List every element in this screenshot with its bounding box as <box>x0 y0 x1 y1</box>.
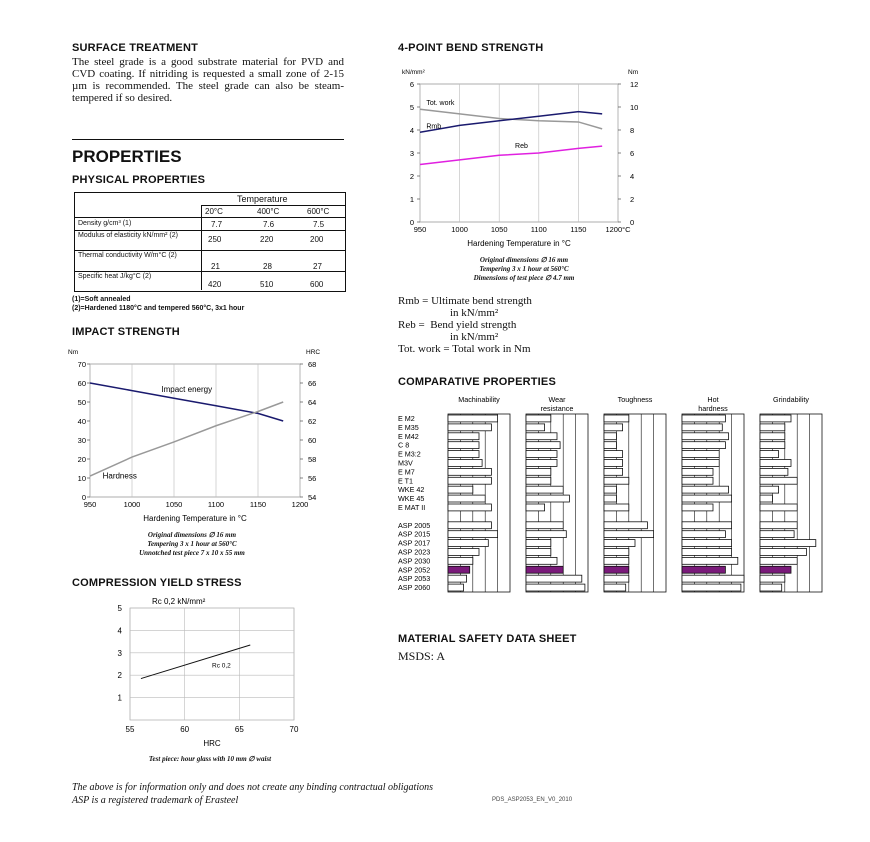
legend-value: Bend yield strength <box>430 319 517 331</box>
series-label-reb: Reb <box>515 142 528 150</box>
bar <box>604 477 629 484</box>
row-specific-heat-label: Specific heat J/kg°C (2) <box>78 273 152 280</box>
row-specific-heat-v1: 420 <box>208 280 222 289</box>
physical-properties-table <box>74 192 346 292</box>
y-tick-label: 3 <box>409 149 414 158</box>
column-header: Toughness <box>617 395 653 404</box>
legend-rmb-unit: in kN/mm² <box>450 307 499 319</box>
grade-label: ASP 2060 <box>398 583 431 593</box>
bar <box>526 549 551 556</box>
bar <box>526 486 563 493</box>
legend-reb-unit: in kN/mm² <box>450 331 499 343</box>
bar <box>682 433 729 440</box>
bar <box>526 415 551 422</box>
bar <box>682 522 732 529</box>
bar <box>604 460 623 467</box>
x-tick-label: 1100 <box>207 500 225 509</box>
temperature-header: Temperature <box>237 194 288 204</box>
row-thermal-label: Thermal conductivity W/m°C (2) <box>78 252 177 259</box>
temp-600: 600°C <box>307 207 330 216</box>
row-thermal-v1: 21 <box>211 262 220 271</box>
row-modulus-v2: 220 <box>260 235 274 244</box>
bar <box>682 460 719 467</box>
grade-label: E M3:2 <box>398 449 421 459</box>
bar <box>448 495 485 502</box>
x-tick-label: 1200 <box>291 500 309 509</box>
bend-legend <box>398 295 638 355</box>
column-header: Grindability <box>773 395 809 404</box>
bar <box>760 424 785 431</box>
properties-heading: PROPERTIES <box>72 147 182 166</box>
x-tick-label: 1150 <box>249 500 267 509</box>
chart-title: Rc 0,2 kN/mm² <box>152 597 206 606</box>
bar <box>448 433 479 440</box>
impact-note-3: Unnotched test piece 7 x 10 x 55 mm <box>139 549 245 557</box>
x-tick-label: 950 <box>413 225 427 234</box>
legend-reb <box>398 319 638 331</box>
impact-strength-heading: IMPACT STRENGTH <box>72 326 180 338</box>
bar <box>682 584 741 591</box>
physical-properties-heading: PHYSICAL PROPERTIES <box>72 174 206 186</box>
column-header: resistance <box>540 404 574 413</box>
bar <box>760 557 797 564</box>
row-specific-heat-v2: 510 <box>260 280 274 289</box>
x-tick-label: 1000 <box>123 500 141 509</box>
y-tick-label: 50 <box>77 398 86 407</box>
divider <box>72 139 344 140</box>
bar <box>448 442 479 449</box>
grade-label: E M7 <box>398 467 415 477</box>
y-tick-label: 20 <box>77 455 86 464</box>
bar <box>682 486 729 493</box>
y-tick-label: 10 <box>77 474 86 483</box>
bar <box>682 495 732 502</box>
bar <box>604 540 635 547</box>
footer-doc-code: PDS_ASP2053_EN_V0_2010 <box>492 797 573 803</box>
grade-label: M3V <box>398 458 413 468</box>
y2-axis-label: HRC <box>306 349 321 356</box>
bar <box>448 477 491 484</box>
bar <box>604 495 616 502</box>
x-tick-label: 1000 <box>451 225 468 234</box>
row-rule <box>75 217 345 218</box>
x-axis-label: Hardening Temperature in °C <box>143 514 247 523</box>
bar <box>526 584 585 591</box>
bar <box>604 575 629 582</box>
grade-label: ASP 2030 <box>398 556 431 566</box>
bar <box>760 477 797 484</box>
y2-tick-label: 4 <box>630 172 635 181</box>
bar <box>682 415 725 422</box>
x-tick-label: 60 <box>180 725 190 734</box>
grade-label: E T1 <box>398 476 414 486</box>
bar <box>604 486 616 493</box>
y-tick-label: 30 <box>77 436 86 445</box>
bar <box>760 415 791 422</box>
y-tick-label: 2 <box>409 172 414 181</box>
y2-tick-label: 68 <box>308 360 317 369</box>
bar <box>526 433 557 440</box>
y-tick-label: 6 <box>409 80 414 89</box>
row-rule <box>75 271 345 272</box>
y-tick-label: 2 <box>117 671 122 681</box>
bar <box>760 486 779 493</box>
row-modulus-v3: 200 <box>310 235 324 244</box>
bar <box>448 504 491 511</box>
series-label-impact-energy: Impact energy <box>161 385 213 395</box>
series-label-rc02: Rc 0,2 <box>212 662 231 670</box>
bar <box>760 531 794 538</box>
header-rule <box>201 205 345 206</box>
bar <box>682 504 713 511</box>
row-rule <box>75 230 345 231</box>
bar <box>760 540 816 547</box>
bar <box>760 504 797 511</box>
bar <box>526 468 551 475</box>
bar <box>682 442 725 449</box>
grade-label: ASP 2023 <box>398 547 431 557</box>
bar <box>760 468 788 475</box>
bar <box>760 522 797 529</box>
grade-label: E MAT II <box>398 503 426 512</box>
column-frame <box>448 414 510 592</box>
y-tick-label: 3 <box>117 648 122 658</box>
x-tick-label: 1150 <box>570 225 587 234</box>
bar <box>760 495 772 502</box>
bar <box>604 504 629 511</box>
y2-tick-label: 6 <box>630 149 635 158</box>
grade-label: ASP 2015 <box>398 529 431 539</box>
bar <box>448 549 479 556</box>
bar <box>526 504 545 511</box>
legend-rmb <box>398 295 638 307</box>
bar <box>448 540 488 547</box>
legend-key: Reb = <box>398 319 425 331</box>
row-rule <box>75 250 345 251</box>
legend-value: Total work in Nm <box>452 343 531 355</box>
grade-label: ASP 2005 <box>398 520 431 530</box>
bar <box>526 540 551 547</box>
bar <box>682 549 732 556</box>
bar <box>448 584 464 591</box>
series-label-rmb: Rmb <box>426 123 442 131</box>
column-frame <box>682 414 744 592</box>
y2-tick-label: 56 <box>308 474 317 483</box>
impact-note-2: Tempering 3 x 1 hour at 560°C <box>147 540 237 548</box>
y2-tick-label: 62 <box>308 417 317 426</box>
y2-tick-label: 64 <box>308 398 317 407</box>
grade-label: WKE 42 <box>398 485 425 495</box>
x-tick-label: 55 <box>125 725 135 734</box>
legend-key: Tot. work = <box>398 343 450 355</box>
bar <box>526 495 569 502</box>
grade-label: E M2 <box>398 414 415 423</box>
bar <box>526 451 557 458</box>
bar <box>526 522 563 529</box>
y2-tick-label: 8 <box>630 126 635 135</box>
impact-strength-chart <box>62 342 322 532</box>
bar <box>448 460 482 467</box>
x-axis-label: Hardening Temperature in °C <box>467 239 571 248</box>
x-tick-label: 1050 <box>490 225 508 234</box>
bar <box>604 522 647 529</box>
y2-tick-label: 60 <box>308 436 317 445</box>
y-tick-label: 60 <box>77 379 86 388</box>
bar <box>604 566 629 573</box>
bar <box>760 575 785 582</box>
bar <box>760 549 807 556</box>
surface-treatment-text: The steel grade is a good substrate material for PVD and CVD coating. If nitriding is requested a small zone of 2-15 µm is recommended. The steel grade can also be steam-tempered if so desired. <box>72 56 344 104</box>
surface-treatment-heading: SURFACE TREATMENT <box>72 42 199 54</box>
bar <box>682 540 732 547</box>
row-modulus-label: Modulus of elasticity kN/mm² (2) <box>78 232 178 239</box>
x-tick-label: 65 <box>234 725 244 734</box>
bar <box>682 531 725 538</box>
compression-yield-chart <box>100 592 320 752</box>
y-tick-label: 0 <box>409 218 414 227</box>
bar <box>526 460 557 467</box>
bar <box>448 486 473 493</box>
bar <box>526 566 563 573</box>
x-tick-label: 1100 <box>530 225 547 234</box>
column-header: Machinability <box>458 395 500 404</box>
bar <box>604 584 626 591</box>
compression-note: Test piece: hour glass with 10 mm ∅ waist <box>148 755 272 763</box>
bar <box>760 433 785 440</box>
bar <box>448 557 473 564</box>
bar <box>682 557 738 564</box>
bar <box>682 451 719 458</box>
y-axis-label: kN/mm² <box>402 69 425 76</box>
bar <box>604 557 629 564</box>
x-tick-label: 950 <box>83 500 97 509</box>
row-thermal-v2: 28 <box>263 262 272 271</box>
column-header: Hot <box>707 395 719 404</box>
column-frame <box>604 414 666 592</box>
bar <box>448 424 491 431</box>
column-frame <box>760 414 822 592</box>
row-thermal-v3: 27 <box>313 262 322 271</box>
bend-note-2: Tempering 3 x 1 hour at 560°C <box>479 265 569 273</box>
y-tick-label: 1 <box>117 693 122 703</box>
y2-tick-label: 54 <box>308 493 317 502</box>
bar <box>604 468 623 475</box>
x-tick-label: 1050 <box>165 500 183 509</box>
bend-note-3: Dimensions of test piece ∅ 4.7 mm <box>473 274 575 282</box>
temp-400: 400°C <box>257 207 280 216</box>
bar <box>526 531 566 538</box>
y-tick-label: 1 <box>409 195 414 204</box>
bar <box>604 424 623 431</box>
bar <box>760 451 779 458</box>
grade-label: ASP 2053 <box>398 574 431 584</box>
x-tick-label: 1200°C <box>605 225 631 234</box>
legend-key: Rmb = <box>398 295 429 307</box>
bar <box>682 468 713 475</box>
bar <box>448 522 491 529</box>
comparative-properties-heading: COMPARATIVE PROPERTIES <box>398 376 557 388</box>
y2-axis-label: Nm <box>628 69 639 76</box>
y-tick-label: 5 <box>409 103 414 112</box>
series-label-hardness: Hardness <box>102 471 137 481</box>
column-header: hardness <box>698 404 728 413</box>
bar <box>604 442 616 449</box>
row-density-v3: 7.5 <box>313 220 325 229</box>
y2-tick-label: 2 <box>630 195 635 204</box>
compression-yield-heading: COMPRESSION YIELD STRESS <box>72 577 242 589</box>
bar <box>604 451 623 458</box>
bar <box>448 575 467 582</box>
impact-note-1: Original dimensions ∅ 16 mm <box>147 531 237 539</box>
row-modulus-v1: 250 <box>208 235 222 244</box>
bar <box>760 442 785 449</box>
temp-20: 20°C <box>205 207 223 216</box>
row-density-v2: 7.6 <box>263 220 275 229</box>
series-label-tot-work: Tot. work <box>426 100 455 107</box>
y-tick-label: 70 <box>77 360 86 369</box>
footnote-2: (2)=Hardened 1180°C and tempered 560°C, 3x1 hour <box>72 305 245 312</box>
bar <box>448 415 498 422</box>
x-tick-label: 70 <box>289 725 299 734</box>
msds-heading: MATERIAL SAFETY DATA SHEET <box>398 633 577 645</box>
y-tick-label: 40 <box>77 417 86 426</box>
bar <box>448 531 498 538</box>
bar <box>760 584 782 591</box>
legend-totwork <box>398 343 638 355</box>
footer-trademark: ASP is a registered trademark of Erasteel <box>72 795 239 806</box>
y-tick-label: 4 <box>409 126 414 135</box>
bar <box>682 477 713 484</box>
footnote-1: (1)=Soft annealed <box>72 296 131 303</box>
column-frame <box>526 414 588 592</box>
bar <box>526 442 560 449</box>
grade-label: ASP 2052 <box>398 565 431 575</box>
grade-label: WKE 45 <box>398 494 425 504</box>
msds-text: MSDS: A <box>398 649 446 663</box>
bar <box>448 468 491 475</box>
legend-value: Ultimate bend strength <box>431 295 532 307</box>
bar <box>682 575 744 582</box>
bar <box>448 566 470 573</box>
bar <box>760 460 791 467</box>
bar <box>682 566 725 573</box>
footer-disclaimer: The above is for information only and does not create any binding contractual obligations <box>72 782 433 793</box>
bar <box>604 433 616 440</box>
bend-strength-chart <box>398 62 650 252</box>
bar <box>604 415 629 422</box>
bar <box>448 451 479 458</box>
y-tick-label: 5 <box>117 604 122 613</box>
bar <box>526 557 557 564</box>
bar <box>760 566 791 573</box>
bar <box>682 424 722 431</box>
bar <box>526 575 582 582</box>
grade-label: C 8 <box>398 440 410 450</box>
bar <box>604 549 629 556</box>
bend-strength-heading: 4-POINT BEND STRENGTH <box>398 42 544 54</box>
bend-note-1: Original dimensions ∅ 16 mm <box>479 256 569 264</box>
column-header: Wear <box>548 395 566 404</box>
bar <box>526 477 551 484</box>
y-tick-label: 0 <box>81 493 86 502</box>
row-density-v1: 7.7 <box>211 220 223 229</box>
y-axis-label: Nm <box>68 349 79 356</box>
x-axis-label: HRC <box>203 739 221 748</box>
y2-tick-label: 10 <box>630 103 639 112</box>
y2-tick-label: 58 <box>308 455 317 464</box>
row-specific-heat-v3: 600 <box>310 280 324 289</box>
y2-tick-label: 66 <box>308 379 317 388</box>
grade-label: E M35 <box>398 422 419 432</box>
col-rule <box>201 206 202 290</box>
y2-tick-label: 0 <box>630 218 635 227</box>
y2-tick-label: 12 <box>630 80 639 89</box>
comparative-properties-chart <box>398 392 828 606</box>
bar <box>604 531 654 538</box>
row-density-label: Density g/cm³ (1) <box>78 220 132 227</box>
y-tick-label: 4 <box>117 626 122 636</box>
grade-label: E M42 <box>398 431 419 441</box>
grade-label: ASP 2017 <box>398 538 431 548</box>
bar <box>526 424 545 431</box>
